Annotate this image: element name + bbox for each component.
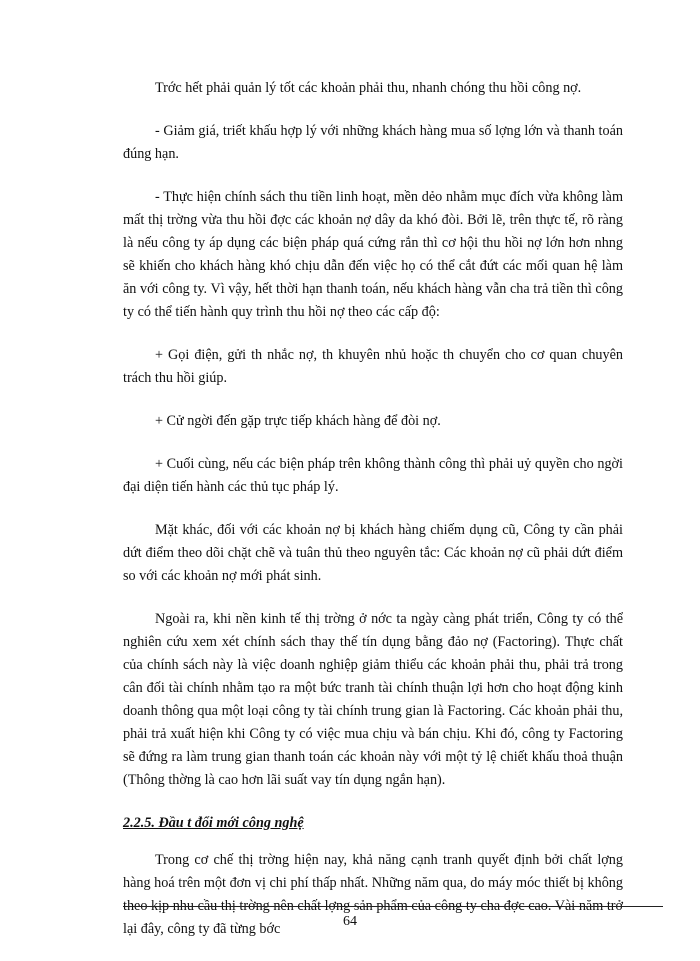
- paragraph-old-debts: Mặt khác, đối với các khoản nợ bị khách hàng chiếm dụng cũ, Công ty cần phải dứt điểm theo dõi chặt chẽ và tuân thủ theo nguyên tắc: Các khoản nợ cũ phải dứt điểm so với các khoản nợ mới phát sinh.: [123, 522, 623, 584]
- page-number: 64: [343, 914, 357, 929]
- paragraph-call-reminder: + Gọi điện, gửi th nhắc nợ, th khuyên nhủ hoặc th chuyển cho cơ quan chuyên trách thu hồi giúp.: [123, 347, 623, 386]
- paragraph-flexible-policy: - Thực hiện chính sách thu tiền linh hoạt, mền dẻo nhằm mục đích vừa không làm mất thị trờng vừa thu hồi đợc các khoản nợ dây da khó đòi. Bởi lẽ, trên thực tế, rõ ràng là nếu công ty áp dụng các biện pháp quá cứng rắn thì cơ hội thu hồi nợ lớn hơn nhng sẽ khiến cho khách hàng khó chịu dẫn đến việc họ có thể cắt đứt các mối quan hệ làm ăn với công ty. Vì vậy, hết thời hạn thanh toán, nếu khách hàng vẫn cha trả tiền thì công ty có thể tiến hành quy trình thu hồi nợ theo các cấp độ:: [123, 189, 623, 320]
- section-heading: 2.2.5. Đầu t đổi mới công nghệ: [123, 815, 304, 831]
- paragraph-technology: Trong cơ chế thị trờng hiện nay, khả năng cạnh tranh quyết định bởi chất lợng hàng hoá trên một đơn vị chi phí thấp nhất. Những năm qua, do máy móc thiết bị không theo kịp nhu cầu thị trờng nên chất lợng sản phẩm của công ty cha đợc cao. Vài năm trở lại đây, công ty đã từng bớc: [123, 852, 623, 937]
- page-body: [123, 77, 623, 961]
- paragraph-legal-procedure: + Cuối cùng, nếu các biện pháp trên không thành công thì phải uỷ quyền cho ngời đại diện tiến hành các thủ tục pháp lý.: [123, 456, 623, 495]
- paragraph-discount: - Giảm giá, triết khấu hợp lý với những khách hàng mua số lợng lớn và thanh toán đúng hạn.: [123, 123, 623, 162]
- paragraph-debt-collection-intro: Trớc hết phải quản lý tốt các khoản phải thu, nhanh chóng thu hồi công nợ.: [155, 80, 582, 96]
- paragraph-send-person: + Cử ngời đến gặp trực tiếp khách hàng để đòi nợ.: [155, 413, 441, 429]
- paragraph-factoring: Ngoài ra, khi nền kinh tế thị trờng ở nớc ta ngày càng phát triển, Công ty có thể nghiên cứu xem xét chính sách thay thế tín dụng bằng đảo nợ (Factoring). Thực chất của chính sách này là việc doanh nghiệp giảm thiểu các khoản phải thu, phải trả trong cân đối tài chính nhằm tạo ra một bức tranh tài chính thuận lợi hơn cho hoạt động kinh doanh thông qua một loại công ty tài chính trung gian là Factoring. Các khoản phải thu, phải trả xuất hiện khi Công ty có việc mua chịu và bán chịu. Khi đó, công ty Factoring sẽ đứng ra làm trung gian thanh toán các khoản này với một tỷ lệ chiết khấu thoả thuận (Thông thờng là cao hơn lãi suất vay tín dụng ngắn hạn).: [123, 611, 623, 788]
- footer-divider: [123, 906, 663, 907]
